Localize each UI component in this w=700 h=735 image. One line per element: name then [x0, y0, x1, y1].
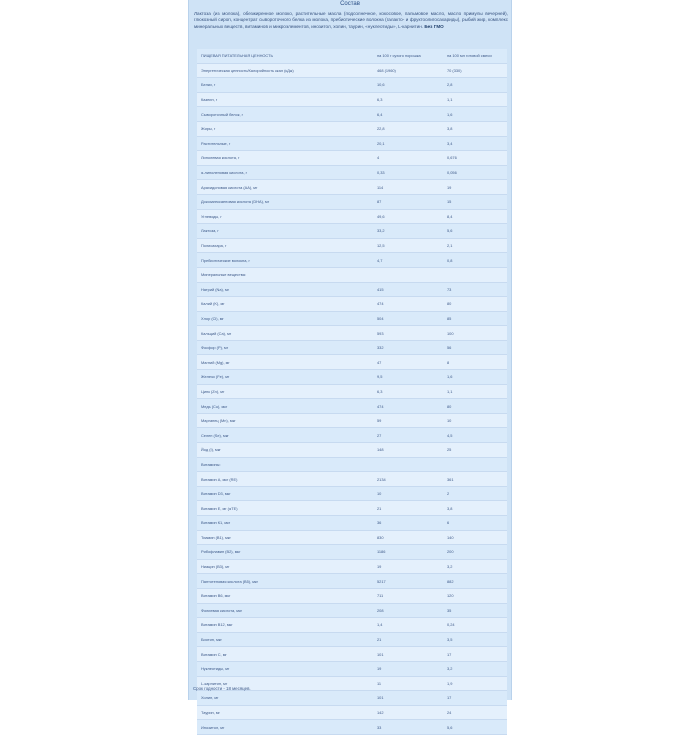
nutrition-table — [197, 49, 507, 735]
nutrient-name: Магний (Mg), мг — [197, 355, 373, 370]
nutrient-name: Фолиевая кислота, мкг — [197, 603, 373, 618]
value-per-100g: 114 — [373, 180, 443, 195]
value-per-100g: 415 — [373, 282, 443, 297]
value-per-100ml: 1,1 — [443, 92, 507, 107]
table-row — [197, 691, 507, 706]
table-row — [197, 457, 507, 472]
table-row — [197, 297, 507, 312]
nutrient-name: Арахидоновая кислота (АА), мг — [197, 180, 373, 195]
nutrient-name: Казеин, г — [197, 92, 373, 107]
value-per-100ml: 8 — [443, 355, 507, 370]
value-per-100ml: 0,24 — [443, 618, 507, 633]
value-per-100g: 1,4 — [373, 618, 443, 633]
table-row — [197, 618, 507, 633]
table-header-row — [197, 49, 507, 63]
table-row — [197, 370, 507, 385]
value-per-100g: 21 — [373, 632, 443, 647]
nutrient-name: Витамин Е, мг (αTE) — [197, 501, 373, 516]
nutrient-name: Углеводы, г — [197, 209, 373, 224]
value-per-100g: 830 — [373, 530, 443, 545]
value-per-100g: 27 — [373, 428, 443, 443]
value-per-100g: 33 — [373, 720, 443, 735]
table-row — [197, 209, 507, 224]
header-col-prepared: на 100 мл готовой смеси — [443, 49, 507, 63]
table-row — [197, 399, 507, 414]
ingredients-text — [189, 9, 511, 30]
value-per-100ml: 8,4 — [443, 209, 507, 224]
value-per-100ml: 0,676 — [443, 151, 507, 166]
nutrient-name: Йод (I), мкг — [197, 443, 373, 458]
nutrient-name: Пребиотические волокна, г — [197, 253, 373, 268]
nutrient-name: Калий (K), мг — [197, 297, 373, 312]
value-per-100ml: 3,4 — [443, 136, 507, 151]
table-row — [197, 384, 507, 399]
ingredients-list: Лактоза (из молока), обезжиренное молоко, растительные масла (подсолнечное, кокосовое, пальмовое масло, масло примулы вечерней), глюкозный сироп, концентрат сывороточного белка из молока, пребиотические волокна (галакто- и фруктоолигосахариды), рыбий жир, комплекс минеральных веществ, витаминов и микроэлементов, инозитол, холин, таурин, «нуклеотиды», L-карнитин. — [194, 11, 508, 29]
value-per-100ml: 1,1 — [443, 384, 507, 399]
value-per-100ml: 80 — [443, 297, 507, 312]
table-row — [197, 530, 507, 545]
table-row — [197, 428, 507, 443]
section-title: Состав — [340, 1, 360, 7]
table-row — [197, 486, 507, 501]
table-row — [197, 107, 507, 122]
value-per-100g: 593 — [373, 326, 443, 341]
value-per-100ml: 56 — [443, 340, 507, 355]
value-per-100g: 9,5 — [373, 370, 443, 385]
nutrient-name: Инозитол, мг — [197, 720, 373, 735]
nutrient-name: Энергетическая ценность/Калорийность ккал (кДж) — [197, 63, 373, 78]
value-per-100ml: 1,6 — [443, 107, 507, 122]
nutrient-name: Линолевая кислота, г — [197, 151, 373, 166]
nutrient-name: Марганец (Mn), мкг — [197, 413, 373, 428]
value-per-100ml: 2,8 — [443, 78, 507, 93]
nutrient-name: Лактоза, г — [197, 224, 373, 239]
value-per-100ml: 5,6 — [443, 224, 507, 239]
table-row — [197, 413, 507, 428]
nutrient-name: Витамин В12, мкг — [197, 618, 373, 633]
value-per-100g: 20,1 — [373, 136, 443, 151]
nutrient-name: Витамин А, мкг (RE) — [197, 472, 373, 487]
value-per-100g: 6,3 — [373, 384, 443, 399]
nutrient-name: Полисахара, г — [197, 238, 373, 253]
value-per-100ml: 3,8 — [443, 121, 507, 136]
value-per-100g: 10 — [373, 486, 443, 501]
value-per-100ml: 3,5 — [443, 632, 507, 647]
table-row — [197, 559, 507, 574]
value-per-100g: 6,3 — [373, 92, 443, 107]
gmo-free-label: Без ГМО — [424, 23, 444, 29]
value-per-100g: 11 — [373, 676, 443, 691]
nutrient-name: Минеральные вещества: — [197, 267, 373, 282]
value-per-100g: 33,2 — [373, 224, 443, 239]
nutrient-name: Пантотеновая кислота (В5), мкг — [197, 574, 373, 589]
value-per-100g: 12,5 — [373, 238, 443, 253]
value-per-100ml: 15 — [443, 194, 507, 209]
value-per-100ml — [443, 267, 507, 282]
value-per-100ml: 70 (330) — [443, 63, 507, 78]
table-row — [197, 253, 507, 268]
value-per-100ml: 120 — [443, 588, 507, 603]
table-row — [197, 545, 507, 560]
nutrient-name: Таурин, мг — [197, 705, 373, 720]
value-per-100g — [373, 457, 443, 472]
value-per-100g — [373, 267, 443, 282]
nutrient-name: Сывороточный белок, г — [197, 107, 373, 122]
value-per-100ml: 4,5 — [443, 428, 507, 443]
value-per-100g: 332 — [373, 340, 443, 355]
nutrient-name: Натрий (Na), мг — [197, 282, 373, 297]
value-per-100g: 142 — [373, 705, 443, 720]
value-per-100ml: 10 — [443, 413, 507, 428]
value-per-100g: 0,33 — [373, 165, 443, 180]
table-row — [197, 340, 507, 355]
table-row — [197, 121, 507, 136]
value-per-100g: 5217 — [373, 574, 443, 589]
table-row — [197, 632, 507, 647]
value-per-100ml: 2 — [443, 486, 507, 501]
table-row — [197, 78, 507, 93]
value-per-100g: 36 — [373, 516, 443, 531]
table-row — [197, 63, 507, 78]
table-row — [197, 720, 507, 735]
value-per-100ml: 24 — [443, 705, 507, 720]
value-per-100ml: 0,056 — [443, 165, 507, 180]
value-per-100g: 6,4 — [373, 107, 443, 122]
nutrient-name: Витамин С, мг — [197, 647, 373, 662]
value-per-100ml: 3,8 — [443, 501, 507, 516]
nutrient-name: Витамины: — [197, 457, 373, 472]
nutrient-name: Нуклеотиды, мг — [197, 661, 373, 676]
table-row — [197, 267, 507, 282]
value-per-100g: 474 — [373, 297, 443, 312]
nutrient-name: Фосфор (P), мг — [197, 340, 373, 355]
value-per-100ml: 3,2 — [443, 559, 507, 574]
table-row — [197, 603, 507, 618]
value-per-100g: 4,7 — [373, 253, 443, 268]
value-per-100g: 21 — [373, 501, 443, 516]
value-per-100ml — [443, 457, 507, 472]
nutrient-name: Жиры, г — [197, 121, 373, 136]
value-per-100ml: 5,6 — [443, 720, 507, 735]
table-row — [197, 355, 507, 370]
table-row — [197, 661, 507, 676]
value-per-100ml: 80 — [443, 399, 507, 414]
value-per-100g: 4 — [373, 151, 443, 166]
nutrient-name: Витамин D3, мкг — [197, 486, 373, 501]
nutrient-name: Биотин, мкг — [197, 632, 373, 647]
table-row — [197, 472, 507, 487]
value-per-100g: 10,6 — [373, 78, 443, 93]
value-per-100ml: 882 — [443, 574, 507, 589]
nutrient-name: Кальций (Ca), мг — [197, 326, 373, 341]
value-per-100ml: 19 — [443, 180, 507, 195]
table-row — [197, 311, 507, 326]
value-per-100g: 22,8 — [373, 121, 443, 136]
value-per-100ml: 17 — [443, 647, 507, 662]
table-row — [197, 516, 507, 531]
value-per-100g: 1186 — [373, 545, 443, 560]
nutrient-name: Хлор (Cl), мг — [197, 311, 373, 326]
nutrient-name: Селен (Se), мкг — [197, 428, 373, 443]
table-row — [197, 238, 507, 253]
value-per-100ml: 140 — [443, 530, 507, 545]
value-per-100g: 468 (1960) — [373, 63, 443, 78]
value-per-100ml: 73 — [443, 282, 507, 297]
header-col-powder: на 100 г сухого порошка — [373, 49, 443, 63]
table-row — [197, 92, 507, 107]
table-row — [197, 574, 507, 589]
table-row — [197, 151, 507, 166]
value-per-100g: 148 — [373, 443, 443, 458]
nutrient-name: Медь (Cu), мкг — [197, 399, 373, 414]
table-row — [197, 165, 507, 180]
value-per-100g: 474 — [373, 399, 443, 414]
table-row — [197, 194, 507, 209]
shelf-life-text: Срок годности - 18 месяцев. — [193, 686, 251, 691]
value-per-100g: 47 — [373, 355, 443, 370]
nutrient-name: L-карнитин, мг — [197, 676, 373, 691]
value-per-100g: 101 — [373, 647, 443, 662]
value-per-100ml: 17 — [443, 691, 507, 706]
table-row — [197, 326, 507, 341]
nutrient-name: Железо (Fe), мг — [197, 370, 373, 385]
value-per-100g: 711 — [373, 588, 443, 603]
value-per-100ml: 100 — [443, 326, 507, 341]
table-row — [197, 588, 507, 603]
value-per-100ml: 3,2 — [443, 661, 507, 676]
value-per-100ml: 6 — [443, 516, 507, 531]
table-row — [197, 647, 507, 662]
table-row — [197, 136, 507, 151]
header-name: ПИЩЕВАЯ ПИТАТЕЛЬНАЯ ЦЕННОСТЬ — [197, 49, 373, 63]
value-per-100ml: 0,8 — [443, 253, 507, 268]
table-row — [197, 224, 507, 239]
table-row — [197, 282, 507, 297]
composition-panel — [188, 0, 512, 730]
value-per-100ml: 361 — [443, 472, 507, 487]
nutrient-name: α-линоленовая кислота, г — [197, 165, 373, 180]
nutrient-name: Холин, мг — [197, 691, 373, 706]
value-per-100ml: 25 — [443, 443, 507, 458]
table-row — [197, 443, 507, 458]
value-per-100g: 208 — [373, 603, 443, 618]
table-row — [197, 180, 507, 195]
nutrient-name: Витамин В6, мкг — [197, 588, 373, 603]
value-per-100g: 2134 — [373, 472, 443, 487]
value-per-100g: 87 — [373, 194, 443, 209]
nutrient-name: Растительные, г — [197, 136, 373, 151]
nutrient-name: Ниацин (В3), мг — [197, 559, 373, 574]
nutrient-name: Витамин К1, мкг — [197, 516, 373, 531]
nutrient-name: Тиамин (В1), мкг — [197, 530, 373, 545]
value-per-100ml: 35 — [443, 603, 507, 618]
nutrient-name: Цинк (Zn), мг — [197, 384, 373, 399]
value-per-100g: 19 — [373, 661, 443, 676]
table-row — [197, 705, 507, 720]
nutrient-name: Докозагексаеновая кислота (DHA), мг — [197, 194, 373, 209]
table-row — [197, 501, 507, 516]
value-per-100ml: 1,6 — [443, 370, 507, 385]
value-per-100g: 101 — [373, 691, 443, 706]
value-per-100g: 504 — [373, 311, 443, 326]
value-per-100ml: 1,9 — [443, 676, 507, 691]
value-per-100ml: 200 — [443, 545, 507, 560]
value-per-100g: 19 — [373, 559, 443, 574]
nutrient-name: Рибофлавин (В2), мкг — [197, 545, 373, 560]
value-per-100ml: 85 — [443, 311, 507, 326]
nutrient-name: Белки, г — [197, 78, 373, 93]
value-per-100g: 49,6 — [373, 209, 443, 224]
value-per-100ml: 2,1 — [443, 238, 507, 253]
value-per-100g: 59 — [373, 413, 443, 428]
